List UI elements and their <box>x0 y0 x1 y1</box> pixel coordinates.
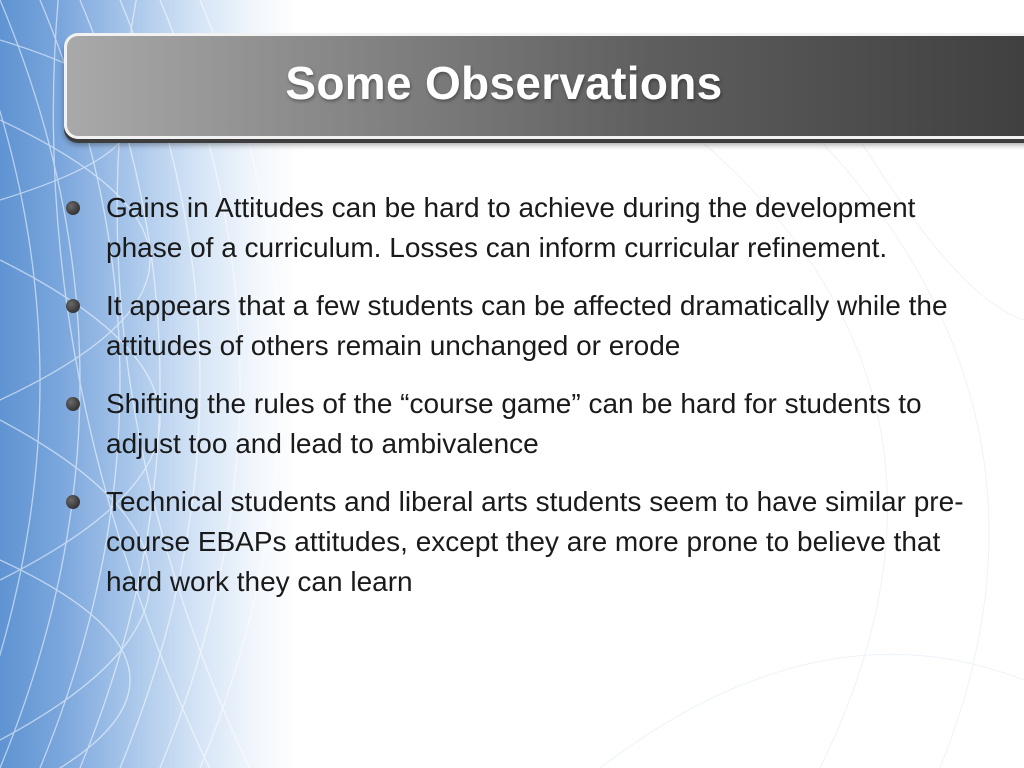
bullet-item <box>66 188 966 268</box>
bullet-item <box>66 384 966 464</box>
bullet-item <box>66 482 966 602</box>
bullet-text: Gains in Attitudes can be hard to achieve during the development phase of a curriculum. Losses can inform curricular refinement. <box>106 192 916 263</box>
slide-title: Some Observations <box>285 57 723 109</box>
bullet-dot-icon <box>66 495 80 509</box>
bullet-dot-icon <box>66 201 80 215</box>
bullet-text: It appears that a few students can be affected dramatically while the attitudes of others remain unchanged or erode <box>106 290 948 361</box>
bullet-text: Shifting the rules of the “course game” can be hard for students to adjust too and lead to ambivalence <box>106 388 922 459</box>
slide-content <box>66 188 966 620</box>
bullet-dot-icon <box>66 397 80 411</box>
bullet-item <box>66 286 966 366</box>
bullet-text: Technical students and liberal arts students seem to have similar pre-course EBAPs attitudes, except they are more prone to believe that hard work they can learn <box>106 486 964 597</box>
bullet-list <box>66 188 966 602</box>
bullet-dot-icon <box>66 299 80 313</box>
